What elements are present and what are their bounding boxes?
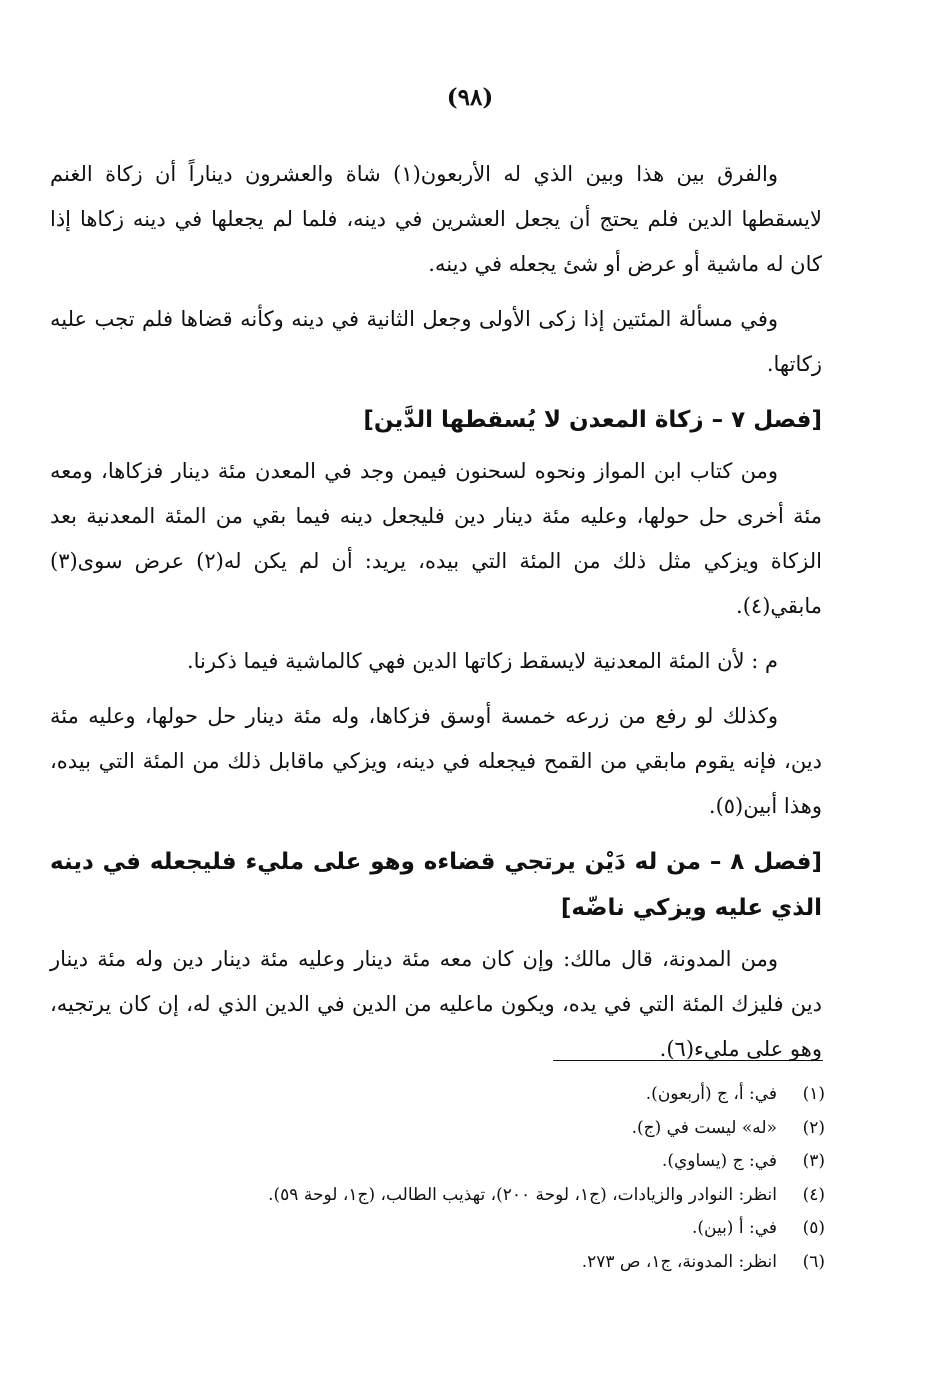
paragraph: م : لأن المئة المعدنية لايسقط زكاتها الدين فهي كالماشية فيما ذكرنا. — [186, 649, 778, 673]
footnote-number: (٣) — [802, 1151, 825, 1171]
section-heading-8: [فصل ٨ – من له دَيْن يرتجي قضاءه وهو على مليء فليجعله في دينه الذي عليه ويزكي ناضّه] — [50, 849, 822, 921]
footnote-text: في: أ، ج (أربعون). — [645, 1084, 777, 1104]
page-number: (٩٨) — [446, 84, 494, 111]
paragraph: والفرق بين هذا وبين الذي له الأربعون(١) شاة والعشرون ديناراً أن زكاة الغنم لايسقطها الدين فلم يحتج أن يجعل العشرين في دينه، فلما لم يجعلها في دينه زكاها إذا كان له ماشية أو عرض أو شئ يجعله في دينه. — [50, 162, 822, 276]
footnote-text: في: أ (بين). — [691, 1218, 777, 1238]
footnote-number: (٥) — [802, 1218, 825, 1238]
footnote-text: «له» ليست في (ج). — [631, 1117, 777, 1138]
footnote-text: انظر: النوادر والزيادات، (ج١، لوحة ٢٠٠)، تهذيب الطالب، (ج١، لوحة ٥٩). — [268, 1184, 777, 1205]
paragraph: ومن كتاب ابن المواز ونحوه لسحنون فيمن وجد في المعدن مئة دينار فزكاها، ومعه مئة أخرى حل حولها، وعليه مئة دينار دين فليجعل دينه فيما بقي من المئة المعدنية بعد الزكاة ويزكي مثل ذلك من المئة التي بيده، يريد: أن لم يكن له(٢) عرض سوى(٣) مابقي(٤). — [50, 459, 822, 618]
footnote-separator — [553, 1060, 823, 1061]
footnote-item — [100, 1112, 825, 1146]
paragraph: ومن المدونة، قال مالك: وإن كان معه مئة دينار وعليه مئة دينار دين وله مئة دينار دين فليزك المئة التي في يده، ويكون ماعليه من الدين في الدين الذي له، إن كان يرتجيه، وهو على مليء(٦). — [50, 947, 822, 1061]
main-text — [50, 152, 822, 1082]
footnote-number: (١) — [802, 1084, 825, 1104]
footnote-item — [100, 1145, 825, 1179]
footnote-number: (٤) — [802, 1184, 825, 1205]
footnote-number: (٦) — [802, 1251, 825, 1272]
footnote-item — [100, 1078, 825, 1112]
footnotes-list — [100, 1078, 825, 1279]
footnote-number: (٢) — [802, 1117, 825, 1138]
footnote-item — [100, 1212, 825, 1246]
section-heading-7: [فصل ٧ – زكاة المعدن لا يُسقطها الدَّين] — [363, 407, 822, 433]
footnote-item — [100, 1179, 825, 1213]
footnote-text: انظر: المدونة، ج١، ص ٢٧٣. — [581, 1251, 777, 1272]
footnote-item — [100, 1246, 825, 1280]
paragraph: وفي مسألة المئتين إذا زكى الأولى وجعل الثانية في دينه وكأنه قضاها فلم تجب عليه زكاتها. — [50, 307, 822, 376]
footnote-text: في: ج (يساوي). — [661, 1151, 777, 1171]
paragraph: وكذلك لو رفع من زرعه خمسة أوسق فزكاها، وله مئة دينار حل حولها، وعليه مئة دين، فإنه يقوم مابقي من القمح فيجعله في دينه، ويزكي ماقابل ذلك من المئة التي بيده، وهذا أبين(٥). — [50, 704, 822, 818]
